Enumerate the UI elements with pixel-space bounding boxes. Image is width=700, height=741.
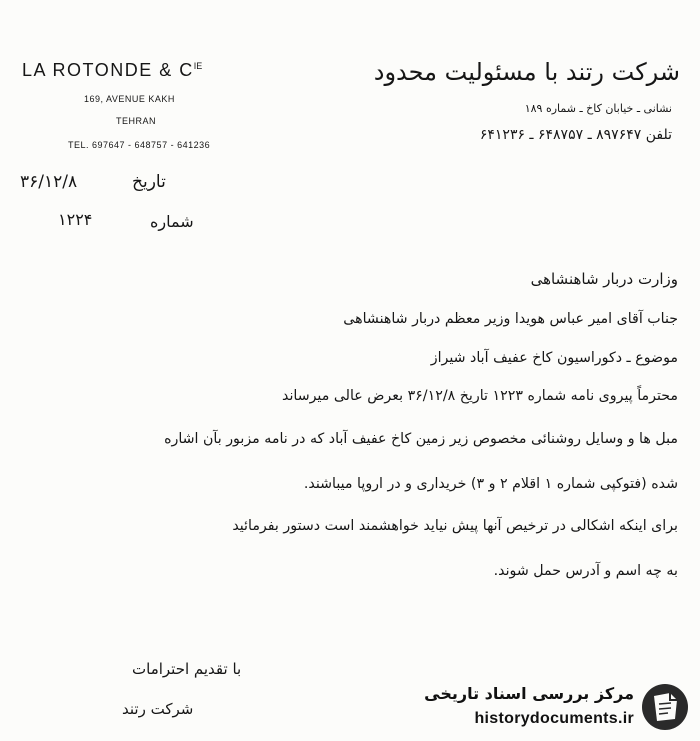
date-value: ۳۶/۱۲/۸ bbox=[20, 172, 78, 192]
letterhead-latin bbox=[22, 60, 272, 150]
company-suffix: IE bbox=[193, 61, 203, 71]
company-address-persian: نشانی ـ خیابان کاخ ـ شماره ۱۸۹ bbox=[524, 102, 672, 115]
watermark-title: مرکز بررسی اسناد تاریخی bbox=[424, 684, 634, 703]
body-paragraph-1-line-3: شده (فتوکپی شماره ۱ اقلام ۲ و ۳) خریداری و در اروپا میباشند. bbox=[303, 476, 678, 492]
company-city-latin: TEHRAN bbox=[116, 116, 157, 126]
number-value: ۱۲۲۴ bbox=[58, 210, 93, 229]
body-paragraph-1-line-1: محترماً پیروی نامه شماره ۱۲۲۳ تاریخ ۳۶/۱۲/۸ بعرض عالی میرساند bbox=[282, 388, 678, 404]
closing-respects: با تقدیم احترامات bbox=[132, 660, 242, 678]
date-label: تاریخ bbox=[132, 172, 166, 192]
company-phones-persian: تلفن ۸۹۷۶۴۷ ـ ۶۴۸۷۵۷ ـ ۶۴۱۲۳۶ bbox=[479, 127, 672, 143]
document-center-logo-icon bbox=[640, 682, 690, 732]
body-paragraph-2-line-2: به چه اسم و آدرس حمل شوند. bbox=[493, 563, 678, 579]
company-address-latin: 169, AVENUE KAKH bbox=[84, 94, 175, 104]
watermark-url: historydocuments.ir bbox=[474, 710, 634, 727]
subject-line: موضوع ـ دکوراسیون کاخ عفیف آباد شیراز bbox=[430, 350, 678, 366]
company-phones-latin: TEL. 697647 - 648757 - 641236 bbox=[68, 140, 211, 150]
body-paragraph-1-line-2: مبل ها و وسایل روشنائی مخصوص زیر زمین کاخ عفیف آباد که در نامه مزبور بآن اشاره bbox=[164, 431, 678, 447]
recipient-organization: وزارت دربار شاهنشاهی bbox=[530, 270, 678, 288]
number-label: شماره bbox=[150, 212, 194, 231]
recipient-person: جناب آقای امیر عباس هویدا وزیر معظم دربار شاهنشاهی bbox=[343, 311, 678, 327]
company-name-persian: شرکت رتند با مسئولیت محدود bbox=[373, 58, 680, 86]
signature: شرکت رتند bbox=[122, 700, 194, 718]
body-paragraph-2-line-1: برای اینکه اشکالی در ترخیص آنها پیش نیاید خواهشمند است دستور بفرمائید bbox=[232, 518, 678, 534]
company-name-latin: LA ROTONDE & $C^{IE}$ bbox=[22, 60, 203, 80]
watermark bbox=[394, 680, 694, 738]
